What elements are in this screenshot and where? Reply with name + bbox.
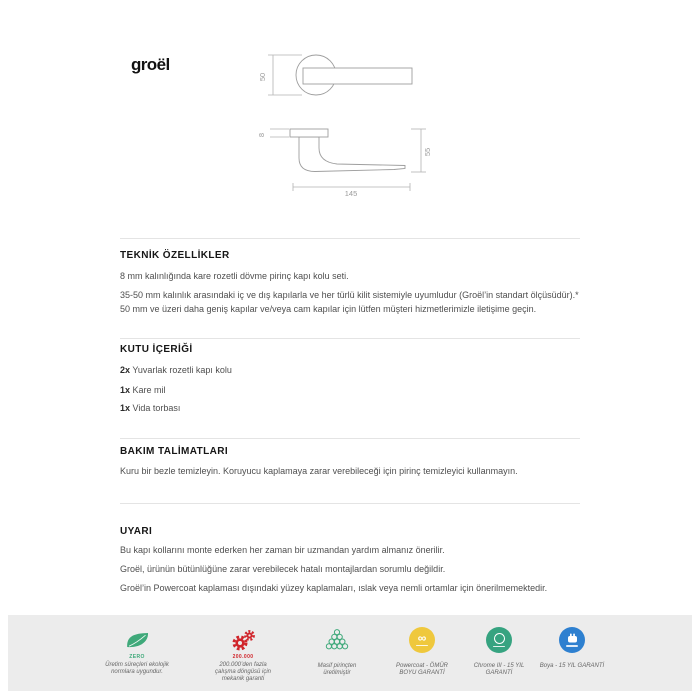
box-item-qty: 2x — [120, 365, 131, 375]
box-item-label: Kare mil — [132, 385, 166, 395]
section-heading-warning: UYARI — [120, 526, 153, 537]
badge-fineprint — [493, 646, 505, 648]
warning-line: Bu kapı kollarını monte ederken her zaman bir uzmandan yardım almanız önerilir. — [120, 545, 445, 555]
box-item — [120, 365, 232, 375]
specs-paragraph-2-line-1: 35-50 mm kalınlık arasındaki iç ve dış kapılarla ve her türlü kilit sistemiyle uyumludur (Groël’in standart ölçüsüdür).* — [120, 290, 579, 300]
box-item-label: Yuvarlak rozetli kapı kolu — [132, 365, 232, 375]
dim-label-diameter: 50 — [258, 72, 267, 82]
box-item-qty: 1x — [120, 385, 131, 395]
lever-top-view — [303, 68, 412, 84]
gears-icon — [230, 627, 257, 653]
box-item-label: Vida torbası — [132, 403, 181, 413]
badge-paint-caption: Boya - 15 YIL GARANTİ — [539, 663, 605, 669]
infinity-symbol: ∞ — [417, 630, 427, 645]
section-heading-care: BAKIM TALİMATLARI — [120, 446, 229, 457]
badge-chrome-caption: Chrome III - 15 YIL GARANTİ — [473, 663, 525, 676]
rosette-side-view — [290, 129, 328, 137]
specs-paragraph-2-line-2: 50 mm ve üzeri daha geniş kapılar ve/veya cam kapılar için lütfen müşteri hizmetlerimizle iletişime geçin. — [120, 304, 537, 314]
badge-mechanical-label: 200.000 — [232, 654, 254, 660]
badge-brass-caption: Masif pirinçten üretilmiştir — [317, 663, 357, 676]
badge-mechanical-caption: 200.000’den fazla çalışma döngüsü için mekanik garanti — [214, 662, 272, 682]
section-heading-box-contents: KUTU İÇERİĞİ — [120, 344, 193, 355]
chrome-seal-icon — [486, 627, 512, 653]
section-heading-specs: TEKNİK ÖZELLİKLER — [120, 250, 230, 261]
warning-line: Groël’in Powercoat kaplaması dışındaki yüzey kaplamaları, ıslak veya nemli ortamlar için önerilmemektedir. — [120, 583, 548, 593]
badge-eco-label: ZERO — [129, 654, 145, 660]
badge-fineprint — [416, 645, 428, 647]
brand-logo: groël — [131, 55, 170, 74]
badge-eco — [82, 627, 192, 676]
divider — [120, 438, 580, 439]
badge-paint — [517, 627, 627, 670]
handle-outline — [290, 55, 412, 172]
seal-ring — [494, 633, 505, 644]
care-text: Kuru bir bezle temizleyin. Koruyucu kaplamaya zarar verebileceği için pirinç temizleyici kullanmayın. — [120, 466, 518, 476]
lever-side-view — [299, 137, 405, 172]
divider — [120, 503, 580, 504]
powercoat-infinity-icon — [409, 627, 435, 653]
eco-leaf-icon — [126, 627, 149, 653]
badge-eco-caption: Üretim süreçleri ekolojik normlara uygundur. — [105, 662, 169, 675]
badge-fineprint — [566, 645, 578, 647]
brass-pyramid-icon — [324, 627, 350, 653]
badge-powercoat-caption: Powercoat - ÖMÜR BOYU GARANTİ — [395, 663, 448, 676]
paint-badge-icon — [559, 627, 585, 653]
divider — [120, 338, 580, 339]
technical-drawing — [250, 42, 450, 202]
dim-label-height: 55 — [423, 147, 432, 157]
box-item — [120, 385, 166, 395]
warning-line: Groël, ürünün bütünlüğüne zarar verebilecek hatalı montajlardan sorumlu değildir. — [120, 564, 446, 574]
specs-paragraph-1: 8 mm kalınlığında kare rozetli dövme pirinç kapı kolu seti. — [120, 271, 349, 281]
dim-label-length: 145 — [344, 189, 358, 198]
dim-label-thickness: 8 — [257, 132, 266, 138]
divider — [120, 238, 580, 239]
box-item — [120, 403, 180, 413]
box-item-qty: 1x — [120, 403, 131, 413]
